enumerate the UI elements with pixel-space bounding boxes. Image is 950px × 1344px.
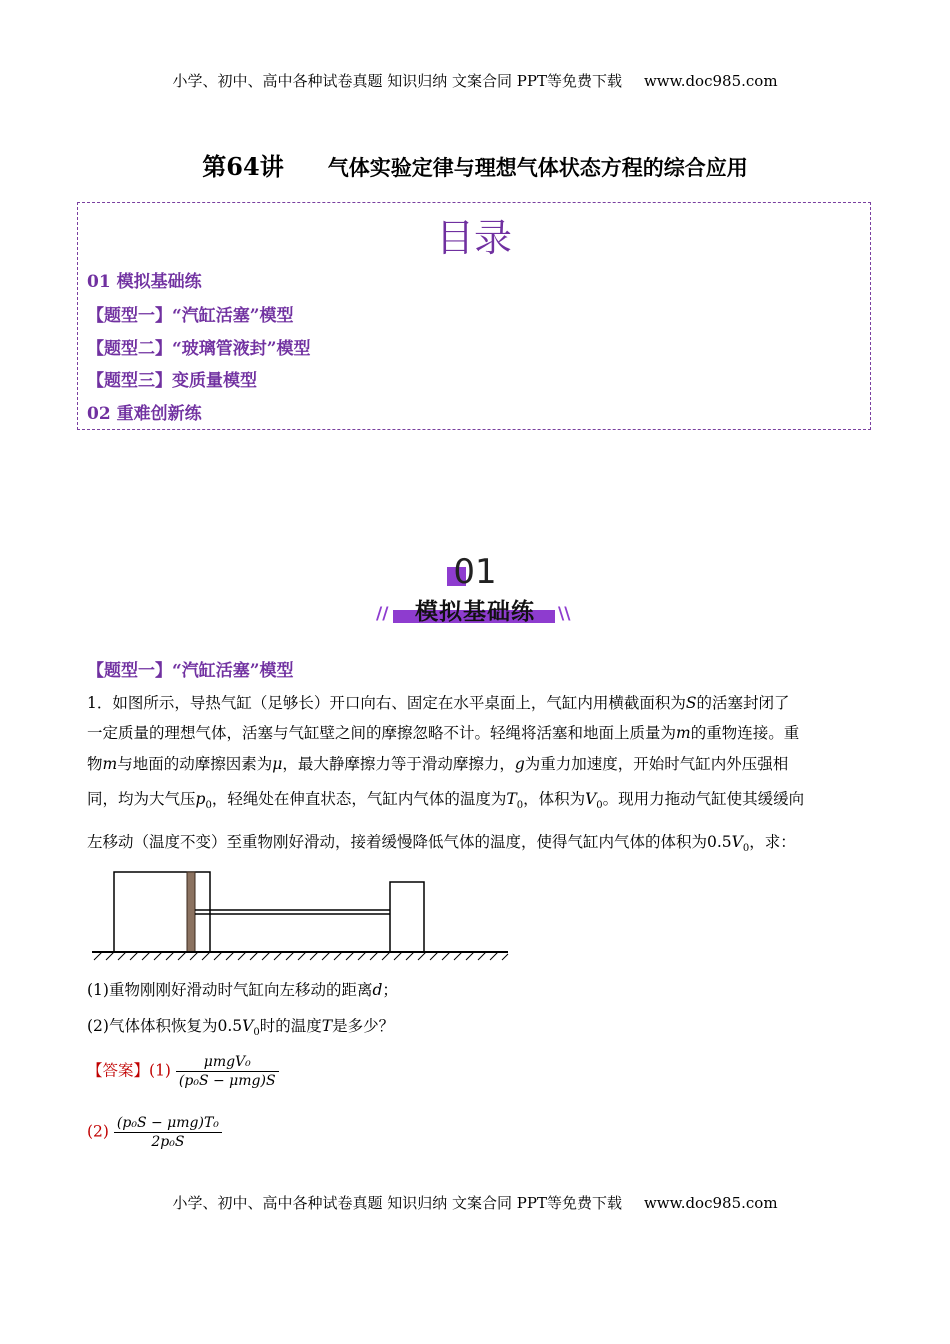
weight-block [390,882,424,952]
answer-part-2: (2) $\frac{\text{(p₀S − μmg)T₀}}{\text{2p₀S}}$ [87,1115,222,1150]
cylinder-body [114,872,210,952]
lecture-number: 第64讲 [202,152,284,181]
toc-item[interactable]: 01 模拟基础练 [87,272,202,292]
cylinder-piston-diagram [88,868,513,968]
answer-fraction-2: $\frac{\text{(p₀S − μmg)T₀}}{\text{2p₀S}}$ [114,1115,222,1150]
toc-heading: 目录 [435,216,512,260]
answer-part-1: 【答案】(1) $\frac{\text{μmgV₀}}{\text{(p₀S − μmg)S}}$ [87,1054,279,1089]
answer-fraction-1: $\frac{\text{μmgV₀}}{\text{(p₀S − μmg)S}}$ [176,1054,279,1089]
problem-line-2: 一定质量的理想气体，活塞与气缸壁之间的摩擦忽略不计。轻绳将活塞和地面上质量为m的重物连接。重 [87,724,800,742]
section-slash-left: // [376,604,389,624]
footer-text: 小学、初中、高中各种试卷真题 知识归纳 文案合同 PPT等免费下载 [172,1194,622,1212]
header-text: 小学、初中、高中各种试卷真题 知识归纳 文案合同 PPT等免费下载 [172,72,622,90]
lecture-subject: 气体实验定律与理想气体状态方程的综合应用 [327,155,748,180]
section-number: 01 [453,552,497,592]
toc-item[interactable]: 【题型一】“汽缸活塞”模型 [87,306,294,326]
toc-item[interactable]: 【题型三】变质量模型 [87,371,257,391]
problem-line-5: 左移动（温度不变）至重物刚好滑动，接着缓慢降低气体的温度，使得气缸内气体的体积为$0.5V_0$，求： [87,833,796,855]
page-footer [0,1192,950,1213]
page-title [0,147,950,182]
section-title: 模拟基础练 [415,599,535,625]
table-of-contents [77,202,871,430]
page-header [0,70,950,91]
problem-number: 1． [87,694,113,712]
question-1: (1)重物刚刚好滑动时气缸向左移动的距离d； [87,981,398,999]
problem-line-1: 1．如图所示，导热气缸（足够长）开口向右、固定在水平桌面上，气缸内用横截面积为S的活塞封闭了 [87,694,790,712]
problem-line-3: 物m与地面的动摩擦因素为μ，最大静摩擦力等于滑动摩擦力，g为重力加速度，开始时气缸内外压强相 [87,755,789,773]
problem-line-4: 同，均为大气压$p_0$，轻绳处在伸直状态，气缸内气体的温度为$T_0$，体积为$V_0$。现用力拖动气缸使其缓缓向 [87,790,805,812]
section-slash-right: \\ [558,604,571,624]
toc-item[interactable]: 02 重难创新练 [87,404,202,424]
piston [187,872,195,952]
toc-item[interactable]: 【题型二】“玻璃管液封”模型 [87,339,311,359]
header-url[interactable]: www.doc985.com [643,72,778,90]
question-2: (2)气体体积恢复为$0.5V_0$时的温度T是多少？ [87,1017,395,1039]
answer-label: 【答案】 [87,1061,150,1080]
problem-type-heading: 【题型一】“汽缸活塞”模型 [87,661,294,681]
footer-url[interactable]: www.doc985.com [643,1194,778,1212]
ground-hatching [94,952,508,960]
